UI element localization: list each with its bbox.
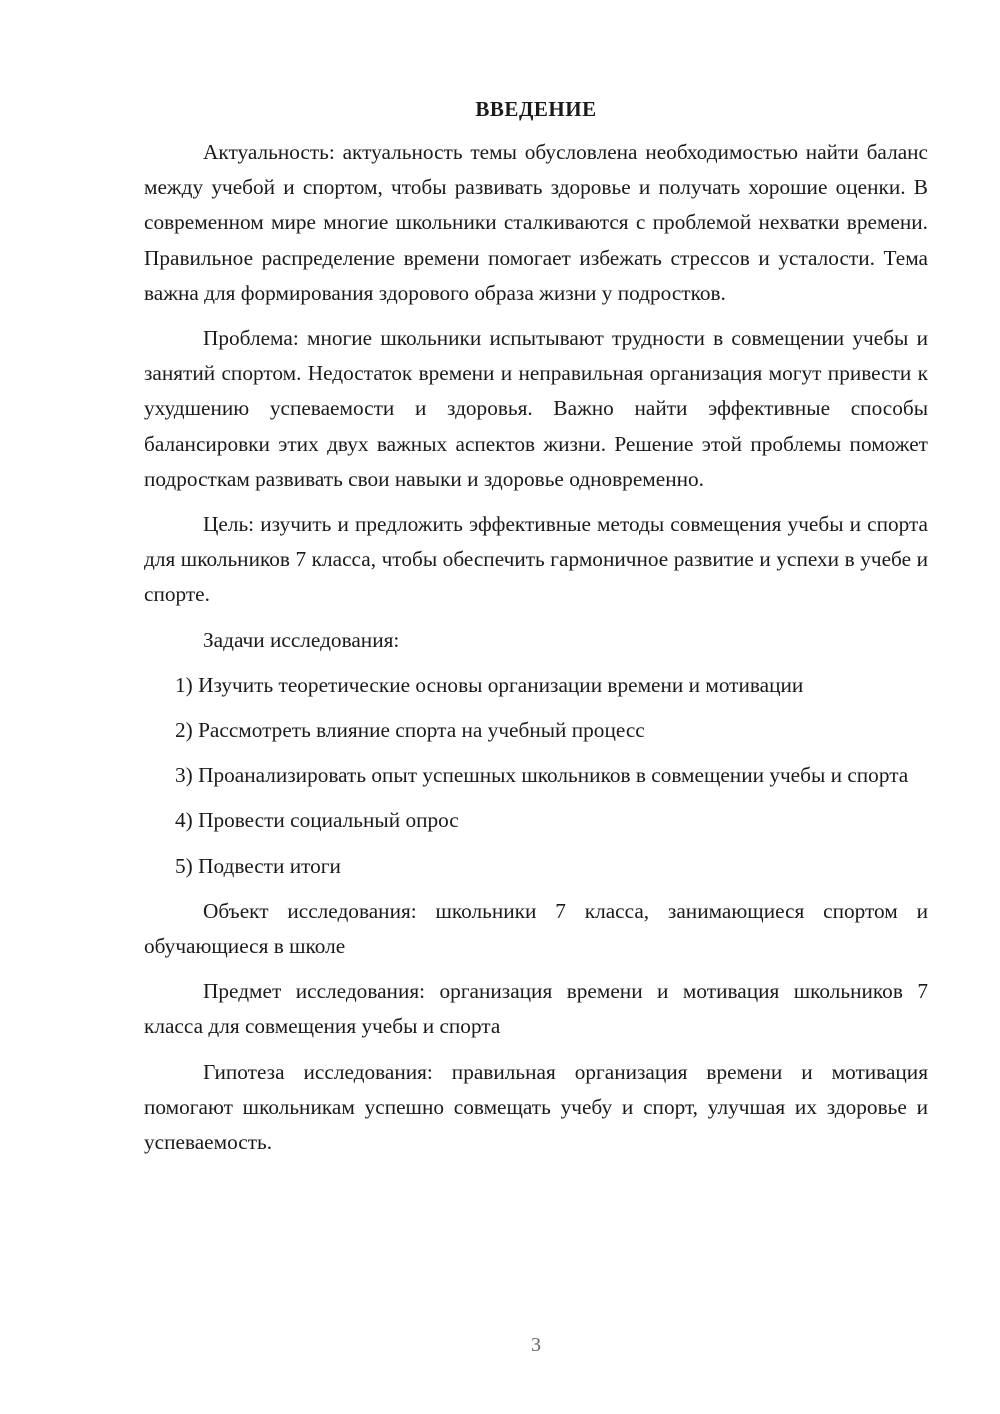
relevance-paragraph: Актуальность: актуальность темы обусловлена необходимостью найти баланс между учебой и спортом, чтобы развивать здоровье и получать хорошие оценки. В современном мире многие школьники сталкиваются с проблемой нехватки времени. Правильное распределение времени помогает избежать стрессов и усталости. Тема важна для формирования здорового образа жизни у подростков. bbox=[144, 140, 928, 305]
task-item-5: 5) Подвести итоги bbox=[175, 853, 341, 878]
tasks-label: Задачи исследования: bbox=[203, 627, 400, 652]
section-title: ВВЕДЕНИЕ bbox=[475, 97, 597, 121]
document-page bbox=[144, 92, 928, 1160]
problem-paragraph: Проблема: многие школьники испытывают трудности в совмещении учебы и занятий спортом. Недостаток времени и неправильная организация могут привести к ухудшению успеваемости и здоровья. Важно найти эффективные способы балансировки этих двух важных аспектов жизни. Решение этой проблемы поможет подросткам развивать свои навыки и здоровье одновременно. bbox=[144, 326, 928, 491]
goal-paragraph: Цель: изучить и предложить эффективные методы совмещения учебы и спорта для школьников 7 класса, чтобы обеспечить гармоничное развитие и успехи в учебе и спорте. bbox=[144, 512, 928, 607]
page-number: 3 bbox=[531, 1334, 541, 1356]
task-item-4: 4) Провести социальный опрос bbox=[175, 808, 459, 833]
task-item-2: 2) Рассмотреть влияние спорта на учебный процесс bbox=[175, 718, 645, 743]
task-item-3: 3) Проанализировать опыт успешных школьников в совмещении учебы и спорта bbox=[175, 763, 909, 788]
object-paragraph: Объект исследования: школьники 7 класса, занимающиеся спортом и обучающиеся в школе bbox=[144, 898, 928, 959]
subject-paragraph: Предмет исследования: организация времени и мотивация школьников 7 класса для совмещения учебы и спорта bbox=[144, 979, 928, 1039]
task-item-1: 1) Изучить теоретические основы организации времени и мотивации bbox=[175, 672, 804, 697]
hypothesis-paragraph: Гипотеза исследования: правильная организация времени и мотивация помогают школьникам успешно совмещать учебу и спорт, улучшая их здоровье и успеваемость. bbox=[144, 1059, 928, 1155]
